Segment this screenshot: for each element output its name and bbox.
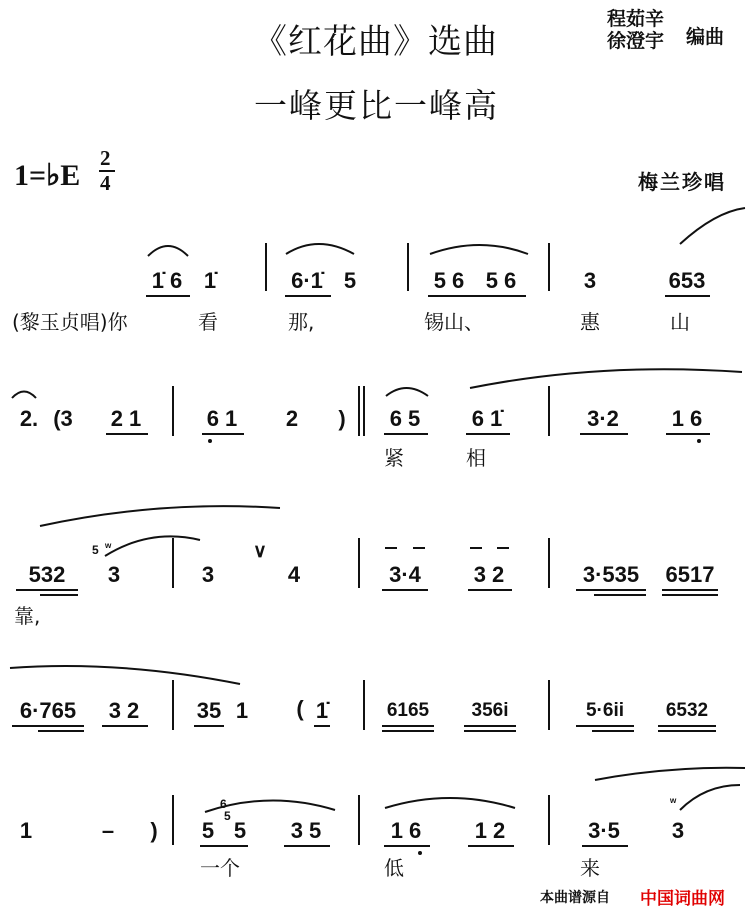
note-group: 5 (201, 818, 215, 843)
bar-line (548, 538, 550, 588)
lyric: 山 (670, 310, 690, 334)
note-group: 1̇ (203, 268, 217, 293)
underline (464, 725, 516, 727)
song-title: 《红花曲》选曲 (253, 22, 498, 62)
note-group: 3 (671, 818, 685, 843)
underline (582, 845, 628, 847)
note-group: 3·4 (389, 562, 421, 587)
note-group: ) (338, 406, 346, 431)
underline (16, 589, 78, 591)
note-group: 1 6 (671, 406, 703, 431)
underline (576, 725, 634, 727)
slur (470, 369, 742, 388)
ornament-mark: ʷ (670, 795, 677, 809)
low-octave-dot (697, 439, 701, 443)
composer-2: 徐澄宇 (607, 30, 665, 52)
overline (497, 547, 509, 549)
grace-note: 5 (92, 543, 99, 557)
underline (146, 295, 190, 297)
note-group: 6532 (665, 700, 709, 721)
source-label: 本曲谱源自 (540, 890, 610, 906)
grace-note: 5 (224, 809, 231, 823)
note-group: 3 2 (108, 698, 140, 723)
bar-line (358, 386, 360, 436)
note-group: 3 5 (290, 818, 322, 843)
lyric: 来 (580, 856, 600, 880)
note-group: 2. (19, 406, 39, 431)
note-group: (3 (53, 406, 73, 431)
note-group: 4 (287, 562, 301, 587)
bar-line (172, 386, 174, 436)
note-group: 5·6ii (585, 700, 625, 721)
underline (314, 725, 330, 727)
note-group: 6 1 (206, 406, 238, 431)
slur (10, 666, 240, 684)
lyric: 紧 (384, 446, 404, 470)
time-denominator: 4 (100, 171, 111, 195)
slur (286, 244, 354, 254)
note-group: ( (296, 696, 304, 721)
bar-line (172, 680, 174, 730)
note-group: 6165 (386, 700, 430, 721)
bar-line (363, 386, 365, 436)
note-group: 3 (107, 562, 121, 587)
lyric: 靠, (14, 604, 41, 628)
underline (384, 845, 430, 847)
bar-line (265, 243, 267, 291)
overline (470, 547, 482, 549)
lyric: 低 (384, 856, 404, 880)
bar-line (363, 680, 365, 730)
underline (665, 295, 710, 297)
underline (594, 594, 646, 596)
note-group: 6·1̇ (291, 268, 323, 293)
underline (468, 845, 514, 847)
time-numerator: 2 (100, 146, 111, 170)
underline (576, 589, 646, 591)
composer-1: 程茹辛 (607, 8, 665, 30)
slur (385, 798, 515, 808)
note-group: 6·765 (19, 698, 77, 723)
bar-line (548, 680, 550, 730)
underline (466, 433, 510, 435)
underline (38, 730, 84, 732)
underline (284, 845, 330, 847)
low-octave-dot (418, 851, 422, 855)
underline (658, 725, 716, 727)
slur (386, 388, 428, 396)
underline (382, 730, 434, 732)
note-group: 356i (471, 700, 509, 721)
underline (102, 725, 148, 727)
underline (12, 725, 84, 727)
underline (658, 730, 716, 732)
note-group: 1̇ (315, 698, 329, 723)
underline (384, 433, 428, 435)
lyric: (黎玉贞唱)你 (12, 310, 128, 334)
note-group: 5 (343, 268, 357, 293)
singer-credit: 梅兰珍唱 (638, 170, 726, 194)
underline (592, 730, 634, 732)
note-group: 1 (19, 818, 33, 843)
underline (202, 433, 244, 435)
composer-role: 编曲 (686, 26, 725, 48)
lyric: 锡山、 (424, 310, 484, 334)
underline (285, 295, 331, 297)
note-group: 3·535 (582, 562, 640, 587)
song-subtitle: 一峰更比一峰高 (254, 86, 499, 125)
note-group: 2 1 (110, 406, 142, 431)
note-group: 35 (196, 698, 222, 723)
bar-line (407, 243, 409, 291)
underline (106, 433, 148, 435)
note-group: 6 1̇ (471, 406, 503, 431)
note-group: ) (150, 818, 158, 843)
underline (382, 725, 434, 727)
key-signature: 1=♭E (14, 159, 81, 192)
underline (662, 589, 718, 591)
note-group: – (101, 818, 115, 843)
note-group: 5 6 (433, 268, 465, 293)
overline (385, 547, 397, 549)
lyric: 看 (198, 310, 218, 334)
slur (105, 536, 200, 556)
bar-line (548, 386, 550, 436)
note-group: 1̇ 6 (151, 268, 183, 293)
underline (428, 295, 526, 297)
low-octave-dot (208, 439, 212, 443)
underline (580, 433, 628, 435)
note-group: 1 2 (474, 818, 506, 843)
bar-line (548, 243, 550, 291)
ornament-mark: ʷ (105, 540, 112, 554)
slur (12, 392, 36, 399)
note-group: 2 (285, 406, 299, 431)
underline (382, 589, 428, 591)
breath-mark: ∨ (253, 541, 267, 562)
lyric: 那, (288, 310, 315, 334)
bar-line (358, 538, 360, 588)
overline (413, 547, 425, 549)
slur (430, 245, 528, 254)
note-group: 3·5 (588, 818, 620, 843)
note-group: 5 6 (485, 268, 517, 293)
lyric: 惠 (580, 310, 600, 334)
note-group: 1 6 (390, 818, 422, 843)
note-group: 653 (668, 268, 706, 293)
note-group: 3 (201, 562, 215, 587)
bar-line (172, 538, 174, 588)
note-group: 6517 (665, 562, 715, 587)
underline (468, 589, 512, 591)
slur (40, 506, 280, 526)
bar-line (172, 795, 174, 845)
bar-line (358, 795, 360, 845)
underline (194, 725, 224, 727)
underline (200, 845, 248, 847)
grace-note: 6 (220, 797, 227, 811)
slur (680, 208, 745, 244)
lyric: 一个 (200, 856, 240, 880)
slur (680, 785, 740, 810)
note-group: 6 5 (389, 406, 421, 431)
note-group: 532 (28, 562, 66, 587)
underline (464, 730, 516, 732)
note-group: 5 (233, 818, 247, 843)
source-site-link[interactable]: 中国词曲网 (640, 889, 725, 909)
underline (662, 594, 718, 596)
underline (40, 594, 78, 596)
bar-line (548, 795, 550, 845)
note-group: 3 2 (473, 562, 505, 587)
lyric: 相 (466, 446, 486, 470)
slur (148, 246, 188, 256)
note-group: 3 (583, 268, 597, 293)
slur (595, 768, 745, 780)
note-group: 1 (235, 698, 249, 723)
underline (666, 433, 710, 435)
note-group: 3·2 (587, 406, 619, 431)
